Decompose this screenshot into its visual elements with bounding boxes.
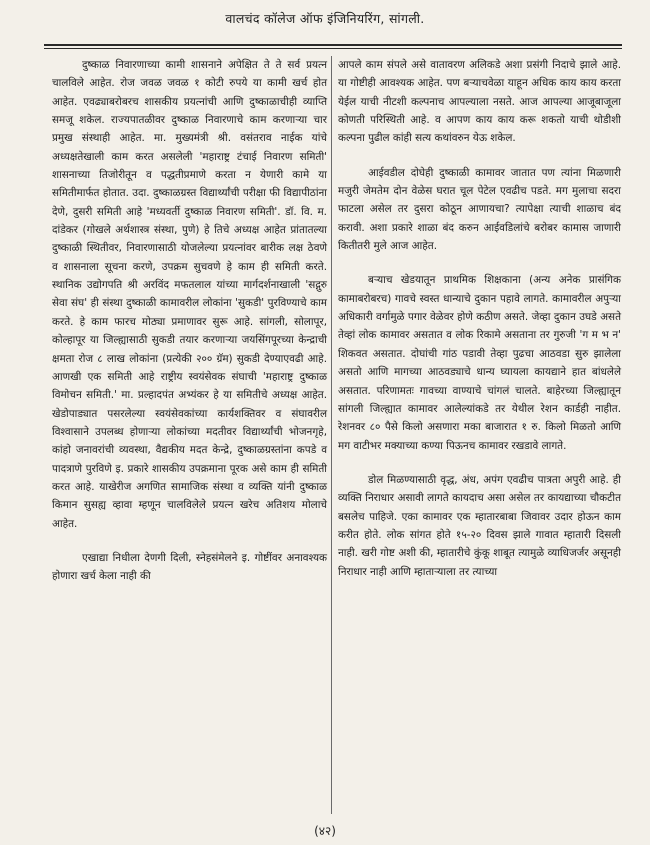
right-paragraph-2: आईवडील दोघेही दुष्काळी कामावर जातात पण त्यांना मिळणारी मजुरी जेमतेम दोन वेळेस घरात चूल पेटेल एवढीच पडते. मग मुलाचा सदरा फाटला असेल तर दुसरा कोठून आणायचा? त्यापेक्षा त्याची शाळाच बंद करावी. अशा प्रकारे शाळा बंद करुन आईवडिलांचे बरोबर कामास जाणारी कितीतरी मुले आज आहेत. xyxy=(338,166,621,253)
right-paragraph-3: बऱ्याच खेडयातून प्राथमिक शिक्षकाना (अन्य अनेक प्रासंगिक कामाबरोबरच) गावचे स्वस्त धान्याचे दुकान पहावे लागते. कामावरील अपुऱ्या अधिकारी वर्गामुळे पगार वेळेवर होणे कठीण असते. जेव्हा दुकान उघडे असते तेव्हां लोक कामावर असतात व लोक रिकामे असताना तर गुरुजी 'ग म भ न' शिकवत असतात. दोघांची गांठ पडावी तेव्हा पुढचा आठवडा सुरु झालेला असतो आणि मागच्या आठवड्याचे धान्य घ्यायला कायद्याने हात बांधलेले असतात. परिणामतः गावच्या वाण्याचे चांगलं चालते. बाहेरच्या जिल्ह्यातून सांगली जिल्ह्यात कामावर आलेल्यांकडे तर येथील रेशन कार्डही नाहीत. रेशनवर ८० पैसे किलो असणारा मका बाजारात १ रु. किलो मिळतो आणि मग वाटीभर मक्याच्या कण्या पिऊनच कामावर रखडावे लागते. xyxy=(338,274,621,452)
left-paragraph-2: एखाद्या निधीला देणगी दिली, स्नेहसंमेलने इ. गोष्टींवर अनावश्यक होणारा खर्च केला नाही की xyxy=(52,551,327,583)
page-header: वालचंद कॉलेज ऑफ इंजिनियरिंग, सांगली. xyxy=(225,11,425,26)
right-paragraph-4: डोल मिळण्यासाठी वृद्ध, अंध, अपंग एवढीच पात्रता अपुरी आहे. ही व्यक्ति निराधार असावी लागते कायदाच असा असेल तर कायद्याच्या चौकटीत बसलेच पाहिजे. एका कामावर एक म्हातारबाबा जिवावर उदार होऊन काम करीत होते. लोक सांगत होते १५-२० दिवस झाले गावात म्हातारी दिसली नाही. खरी गोष्ट अशी की, म्हातारीचे कुंकू शाबूत त्यामुळे व्याधिजर्जर असूनही निराधार नाही आणि म्हाताऱ्याला तर त्याच्या xyxy=(338,473,621,578)
page-number: (४२) xyxy=(314,824,336,838)
header-rule-thin xyxy=(44,48,622,49)
column-divider xyxy=(331,56,332,814)
left-paragraph-1: दुष्काळ निवारणाच्या कामी शासनाने अपेक्षित ते ते सर्व प्रयत्न चालविले आहेत. रोज जवळ जवळ १ कोटी रुपये या कामी खर्च होत आहेत. एवढ्याबरोबरच शासकीय प्रयत्नांची आणि दुष्काळाचीही व्याप्ति समजू शकेल. राज्यपातळीवर दुष्काळ निवारणाचे काम करणाऱ्या चार प्रमुख संस्थाही आहेत. मा. मुख्यमंत्री श्री. वसंतराव नाईक यांचे अध्यक्षतेखाली काम करत असलेली 'महाराष्ट्र टंचाई निवारण समिती' शासनाच्या तिजोरीतून व पद्धतीप्रमाणे करता न येणारी कामे या समितीमार्फत होतात. उदा. दुष्काळग्रस्त विद्यार्थ्यांची परीक्षा फी विद्यापीठांना देणे, दुसरी समिती आहे 'मध्यवर्ती दुष्काळ निवारण समिती'. डॉ. वि. म. दांडेकर (गोखले अर्थशास्त्र संस्था, पुणे) हे तिचे अध्यक्ष आहेत प्रांतातल्या दुष्काळी स्थितीवर, निवारणासाठी योजलेल्या प्रयत्नांवर बारीक लक्ष ठेवणे व शासनाला सूचना करणे, उपक्रम सुचवणे हे काम ही समिती करते. स्थानिक उद्योगपति श्री अरविंद मफतलाल यांच्या मार्गदर्शनाखाली 'सद्गुरु सेवा संघ' ही संस्था दुष्काळी कामावरील लोकांना 'सुकडी' पुरविण्याचे काम करते. हे काम फारच मोठ्या प्रमाणावर सुरू आहे. सांगली, सोलापूर, कोल्हापूर या जिल्ह्यासाठी सुकडी तयार करणाऱ्या जयसिंगपूरच्या केन्द्राची क्षमता रोज ८ लाख लोकांना (प्रत्येकी २०० ग्रॅम) सुकडी देण्याएवढी आहे. आणखी एक समिती आहे राष्ट्रीय स्वयंसेवक संघाची 'महाराष्ट्र दुष्काळ विमोचन समिती.' मा. प्रल्हादपंत अभ्यंकर हे या समितीचे अध्यक्ष आहेत. खेडोपाड्यात पसरलेल्या स्वयंसेवकांच्या कार्यशक्तिवर व संघावरील विश्वासाने उपलब्ध होणाऱ्या लोकांच्या मदतीवर विद्यार्थ्यांची भोजनगृहे, कांहो जनावरांची व्यवस्था, वैद्यकीय मदत केन्द्रे, दुष्काळग्रस्तांना कपडे व पादत्राणे पुरविणे इ. प्रकारे शासकीय उपक्रमाना पूरक असे काम ही समिती करत आहे. याखेरीज अगणित सामाजिक संस्था व व्यक्ति यांनी दुष्काळ किमान सुसह्य व्हावा म्हणून चालविलेले प्रयत्न खरेच अतिशय मोलाचे आहेत. xyxy=(52,59,327,530)
left-column xyxy=(52,56,327,602)
header-rule xyxy=(44,44,622,46)
right-column xyxy=(338,56,621,597)
right-paragraph-1: आपले काम संपले असे वातावरण अलिकडे अशा प्रसंगी निदाचे झाले आहे. या गोष्टीही आवश्यक आहेत. पण बऱ्याचवेळा याहून अधिक काय काय करता येईल याची नीटशी कल्पनाच आपल्याला नसते. आज आपल्या आजूबाजूला कोणती परिस्थिती आहे. व आपण काय काय करू शकतो याची थोडीशी कल्पना पुढील कांही सत्य कथांवरुन येऊ शकेल. xyxy=(338,59,621,145)
